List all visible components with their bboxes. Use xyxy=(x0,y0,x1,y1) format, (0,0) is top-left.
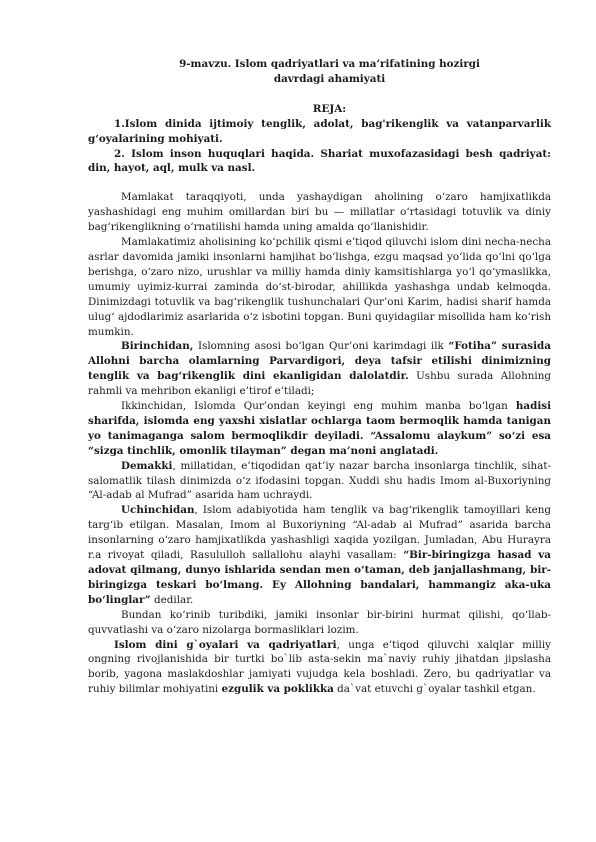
paragraph-3 xyxy=(88,339,551,399)
paragraph-3-text-1: Islomning asosi bo‘lgan Qur’oni karimdagi ilk xyxy=(193,340,449,353)
paragraph-4-text-1: Ikkinchidan, Islomda Qur’ondan keyingi eng muhim manba bo‘lgan xyxy=(121,400,516,413)
plan-item-2: 2. Islom inson huquqlari haqida. Shariat muxofazasidagi besh qadriyat: din, hayot, aql, mulk va nasl. xyxy=(88,147,551,175)
paragraph-5-text: , millatidan, e’tiqodidan qat’iy nazar barcha insonlarga tinchlik, sihat-salomatlik tilash dinimizda o‘z ifodasini topgan. Xuddi shu hadis Imom al-Buxoriyning “Al-adab al Mufrad” asarida ham uchraydi. xyxy=(88,459,551,502)
paragraph-8-lead: Islom dini g`oyalari va qadriyatlari xyxy=(114,638,337,651)
title-line-2: davrdagi ahamiyati xyxy=(273,72,386,85)
title-line-1: 9-mavzu. Islom qadriyatlari va ma’rifatining hozirgi xyxy=(179,58,480,70)
paragraph-8 xyxy=(88,638,551,698)
document-title xyxy=(108,57,551,87)
paragraph-3-lead: Birinchidan, xyxy=(121,340,194,353)
paragraph-6-text-1: , Islom adabiyotida ham tenglik va bag‘rikenglik tamoyillari keng targ‘ib etilgan. Masalan, Imom al Buxoriyning “Al-adab al Mufrad” asarida barcha insonlarning o‘zaro hamjixatlikda yashashligi xaqida yozilgan. Jumladan, Abu Hurayra r.a rivoyat qiladi, Rasululloh sallallohu alayhi vasallam: xyxy=(88,504,551,562)
paragraph-5 xyxy=(88,459,551,504)
paragraph-3-text-2: Ushbu surada Allohning rahmli va mehribon ekanligi e’tirof e’tiladi; xyxy=(88,370,551,398)
plan-item-1: 1.Islom dinida ijtimoiy tenglik, adolat, bag'rikenglik va vatanparvarlik g‘oyalarining mohiyati. xyxy=(88,117,551,145)
paragraph-5-lead: Demakki xyxy=(121,459,173,472)
paragraph-4-bold: hadisi sharifda, islomda eng yaxshi xislatlar ochlarga taom bermoqlik hamda tanigan yo tanimaganga salom bermoqlikdir deyiladi. “Assalomu alaykum” so‘zi esa “sizga tinchlik, omonlik tilayman” degan ma’noni anglatadi. xyxy=(88,400,551,457)
paragraph-6-bold: “Bir-biringizga hasad va adovat qilmang, dunyo ishlarida sendan men o‘taman, deb janjallashmang, bir-biringizga teskari bo‘lmang. Ey Allohning bandalari, hammangiz aka-uka bo‘linglar” xyxy=(88,549,551,606)
paragraph-8-text-2: da`vat etuvchi g`oyalar tashkil etgan. xyxy=(333,683,536,696)
paragraph-8-bold: ezgulik va poklikka xyxy=(221,683,334,696)
paragraph-8-text-1: , unga e’tiqod qiluvchi xalqlar milliy ongning rivojlanishida bir turtki bo`lib asta-sekin ma`naviy ruhiy jihatdan jipslasha borib, yagona maslakdoshlar jamiyati vujudga kela boshladi. Zero, bu qadriyatlar va ruhiy bilimlar mohiyatini xyxy=(88,638,551,696)
paragraph-6-lead: Uchinchidan xyxy=(121,504,195,517)
plan-heading: REJA: xyxy=(312,102,347,115)
paragraph-2: Mamlakatimiz aholisining ko‘pchilik qismi e’tiqod qiluvchi islom dini necha-necha asrlar davomida jamiki insonlarni hamjihat bo‘lishga, ezgu maqsad yo‘lida qo‘lni qo‘lga berishga, o‘zaro nizo, urushlar va milliy hamda diniy kamsitishlarga yo‘l qo‘ymaslikka, umumiy uyimiz-kurrai zaminda do‘st-birodar, ahillikda yashashga undab kelmoqda. Dinimizdagi totuvlik va bag‘rikenglik tushunchalari Qur’oni Karim, hadisi sharif hamda ulug‘ ajdodlarimiz asarlarida o‘z isbotini topgan. Buni quyidagilar misollida ham ko‘rish mumkin. xyxy=(88,236,551,338)
paragraph-6-text-2: dedilar. xyxy=(150,593,194,606)
paragraph-7: Bundan ko‘rinib turibdiki, jamiki insonlar bir-birini hurmat qilishi, qo‘llab-quvvatlashi va o‘zaro nizolarga bormasliklari lozim. xyxy=(88,608,551,636)
paragraph-3-bold: “Fotiha” surasida Allohni barcha olamlarning Parvardigori, deya tafsir etilishi dinimizning tenglik va bag‘rikenglik dini ekanligidan dalolatdir. xyxy=(88,340,551,383)
paragraph-4 xyxy=(88,399,551,459)
spacer xyxy=(88,176,551,190)
paragraph-1: Mamlakat taraqqiyoti, unda yashaydigan aholining o‘zaro hamjixatlikda yashashidagi eng muhim omillardan biri bu — millatlar o‘rtasidagi totuvlik va diniy bag‘rikenglikning o‘rnatilishi hamda uning amalda qo‘llanishidir. xyxy=(88,191,551,234)
paragraph-6 xyxy=(88,503,551,607)
